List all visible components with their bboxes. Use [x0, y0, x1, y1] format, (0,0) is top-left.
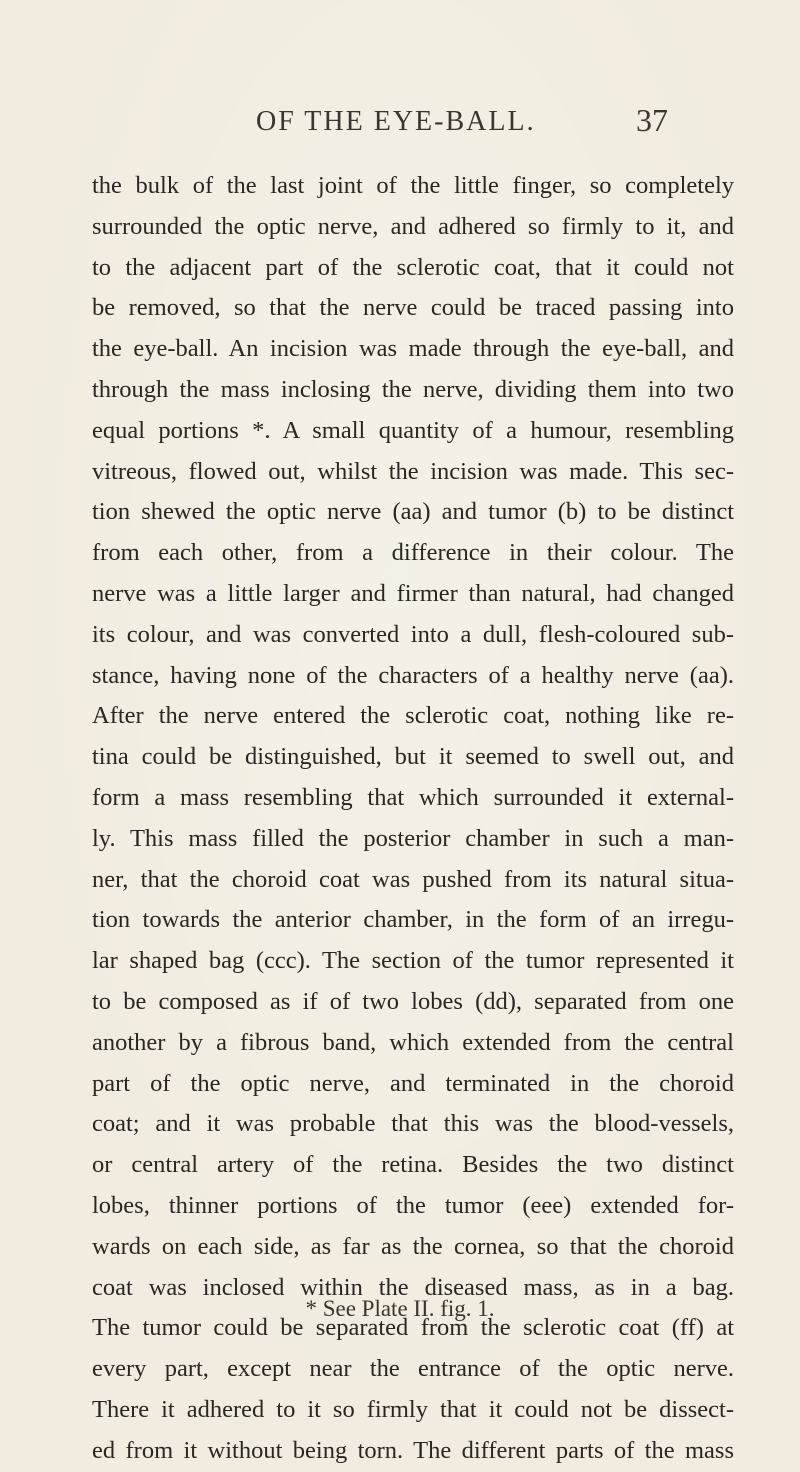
text-line: tion towards the anterior chamber, in the form of an irregu- [92, 906, 734, 934]
text-line: be removed, so that the nerve could be traced passing into [92, 294, 734, 322]
text-line: the eye-ball. An incision was made through the eye-ball, and [92, 335, 734, 363]
text-line: tina could be distinguished, but it seemed to swell out, and [92, 743, 734, 771]
text-line: or central artery of the retina. Besides the two distinct [92, 1151, 734, 1179]
text-line: lobes, thinner portions of the tumor (eee) extended for- [92, 1191, 734, 1219]
text-line: lar shaped bag (ccc). The section of the tumor represented it [92, 947, 734, 975]
text-line: There it adhered to it so firmly that it could not be dissect- [92, 1395, 734, 1423]
text-line: from each other, from a difference in their colour. The [92, 539, 734, 567]
text-line: the bulk of the last joint of the little finger, so completely [92, 172, 734, 199]
text-line: form a mass resembling that which surrounded it external- [92, 783, 734, 811]
text-line: tion shewed the optic nerve (aa) and tumor (b) to be distinct [92, 498, 734, 526]
text-line: coat was inclosed within the diseased mass, as in a bag. [92, 1273, 734, 1301]
text-line: nerve was a little larger and firmer than natural, had changed [92, 579, 734, 607]
text-line: equal portions *. A small quantity of a humour, resembling [92, 416, 734, 444]
text-line: ner, that the choroid coat was pushed from its natural situa- [92, 865, 734, 893]
text-line: through the mass inclosing the nerve, dividing them into two [92, 375, 734, 403]
text-line: After the nerve entered the sclerotic coat, nothing like re- [92, 702, 734, 730]
text-line: to be composed as if of two lobes (dd), separated from one [92, 987, 734, 1015]
text-line: ed from it without being torn. The different parts of the mass [92, 1436, 734, 1464]
text-line: coat; and it was probable that this was the blood-vessels, [92, 1110, 734, 1138]
text-line: ly. This mass filled the posterior chamber in such a man- [92, 824, 734, 852]
running-head [0, 102, 800, 146]
running-title: OF THE EYE-BALL. [256, 106, 536, 137]
text-line: The tumor could be separated from the sclerotic coat (ff) at [92, 1314, 734, 1342]
text-line: every part, except near the entrance of the optic nerve. [92, 1355, 734, 1383]
body-text [92, 166, 734, 1472]
footnote: * See Plate II. fig. 1. [305, 1296, 495, 1321]
text-line: part of the optic nerve, and terminated in the choroid [92, 1069, 734, 1097]
text-line: to the adjacent part of the sclerotic coat, that it could not [92, 253, 734, 281]
text-line: another by a fibrous band, which extended from the central [92, 1028, 734, 1056]
text-line: stance, having none of the characters of a healthy nerve (aa). [92, 661, 734, 689]
text-line: its colour, and was converted into a dull, flesh-coloured sub- [92, 620, 734, 648]
text-line: surrounded the optic nerve, and adhered so firmly to it, and [92, 212, 734, 240]
text-line: vitreous, flowed out, whilst the incision was made. This sec- [92, 457, 734, 485]
text-line: wards on each side, as far as the cornea, so that the choroid [92, 1232, 734, 1260]
page-number: 37 [636, 102, 668, 138]
